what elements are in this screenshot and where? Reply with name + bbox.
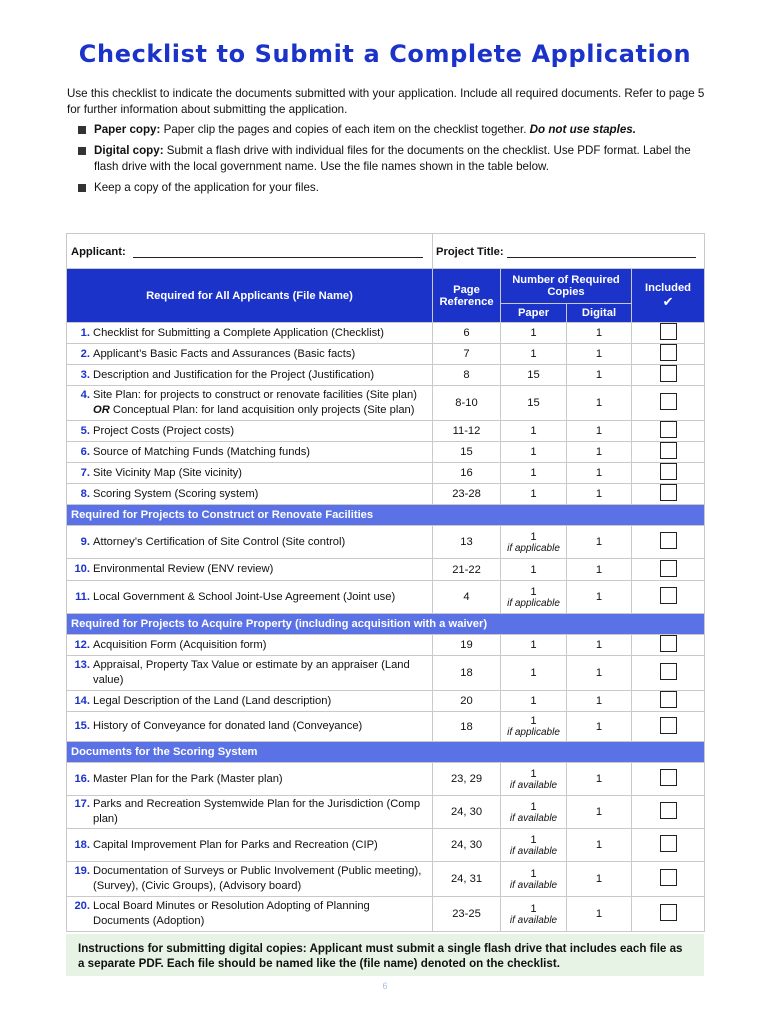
header-included-label: Included xyxy=(645,281,692,294)
page-reference: 18 xyxy=(433,712,501,742)
item-description xyxy=(67,691,433,712)
item-description xyxy=(67,442,433,463)
paper-copies xyxy=(501,656,567,691)
included-cell xyxy=(632,656,705,691)
included-cell xyxy=(632,691,705,712)
paper-copies xyxy=(501,897,567,932)
paper-copies xyxy=(501,635,567,656)
section-header: Required for Projects to Construct or Renovate Facilities xyxy=(67,505,705,526)
square-bullet-icon xyxy=(78,184,86,192)
paper-copies xyxy=(501,691,567,712)
table-row xyxy=(67,323,705,344)
table-row xyxy=(67,691,705,712)
digital-copies: 1 xyxy=(567,897,632,932)
paper-copy-label: Paper copy: xyxy=(94,123,161,136)
page-reference: 23-25 xyxy=(433,897,501,932)
item-number: 7. xyxy=(80,466,90,479)
paper-copies-value: 15 xyxy=(527,369,540,381)
digital-copies: 1 xyxy=(567,581,632,614)
paper-copies-note: if available xyxy=(509,879,558,891)
digital-copies: 1 xyxy=(567,712,632,742)
included-checkbox[interactable] xyxy=(660,484,677,501)
applicant-label: Applicant: xyxy=(71,245,126,258)
included-cell xyxy=(632,763,705,796)
page-reference: 18 xyxy=(433,656,501,691)
included-checkbox[interactable] xyxy=(660,365,677,382)
included-cell xyxy=(632,829,705,862)
page-title: Checklist to Submit a Complete Application xyxy=(78,40,692,68)
section-header: Required for Projects to Acquire Property (including acquisition with a waiver) xyxy=(67,614,705,635)
paper-copies-value: 1 xyxy=(530,348,537,360)
page-reference: 4 xyxy=(433,581,501,614)
item-text: Checklist for Submitting a Complete Application (Checklist) xyxy=(93,326,384,339)
applicant-input-line[interactable] xyxy=(133,245,423,258)
table-row xyxy=(67,796,705,829)
paper-copies-value: 1 xyxy=(530,767,537,780)
item-description xyxy=(67,796,433,829)
item-number: 17. xyxy=(74,798,90,810)
table-header-row xyxy=(67,269,705,304)
digital-instructions-note xyxy=(66,934,704,976)
note-label: Instructions for submitting digital copies: xyxy=(78,942,307,955)
digital-copies: 1 xyxy=(567,484,632,505)
item-number: 18. xyxy=(74,838,90,851)
table-row xyxy=(67,386,705,421)
item-description xyxy=(67,344,433,365)
paper-copies-note: if available xyxy=(509,812,558,824)
applicant-row xyxy=(67,234,705,269)
item-text: Local Government & School Joint-Use Agreement (Joint use) xyxy=(93,590,396,603)
digital-copies: 1 xyxy=(567,386,632,421)
digital-copy-label: Digital copy: xyxy=(94,144,164,157)
paper-copies xyxy=(501,559,567,581)
paper-copies-value: 1 xyxy=(530,563,537,576)
instructions-list xyxy=(78,122,706,201)
applicant-cell xyxy=(67,234,433,269)
paper-copies-value: 15 xyxy=(527,397,540,409)
table-row xyxy=(67,862,705,897)
digital-copies: 1 xyxy=(567,442,632,463)
item-description xyxy=(67,712,433,742)
paper-copies-value: 1 xyxy=(530,467,537,479)
paper-copies xyxy=(501,344,567,365)
project-title-label: Project Title: xyxy=(436,245,504,258)
header-copies: Number of Required Copies xyxy=(501,269,632,304)
included-cell xyxy=(632,386,705,421)
item-text: Parks and Recreation Systemwide Plan for the Jurisdiction (Comp plan) xyxy=(93,798,421,825)
paper-copies xyxy=(501,712,567,742)
paper-copies-value: 1 xyxy=(530,833,537,846)
table-row xyxy=(67,421,705,442)
item-number: 11. xyxy=(75,590,90,603)
table-row xyxy=(67,712,705,742)
included-checkbox[interactable] xyxy=(660,532,677,549)
item-description xyxy=(67,323,433,344)
table-row xyxy=(67,829,705,862)
paper-copies-note: if applicable xyxy=(507,727,560,738)
included-checkbox[interactable] xyxy=(660,463,677,480)
page-reference: 13 xyxy=(433,526,501,559)
item-text: Source of Matching Funds (Matching funds) xyxy=(93,445,311,458)
item-text: Local Board Minutes or Resolution Adopting of Planning Documents (Adoption) xyxy=(93,900,370,927)
note-text: Applicant must submit a single flash drive that includes each file as a separate PDF. Each file should be named like the (file name) denoted on the checklist. xyxy=(78,942,683,970)
item-description xyxy=(67,656,433,691)
digital-copies: 1 xyxy=(567,344,632,365)
item-text: Site Plan: for projects to construct or renovate facilities (Site plan) xyxy=(93,389,417,401)
item-text: Environmental Review (ENV review) xyxy=(93,563,274,575)
paper-copies xyxy=(501,526,567,559)
included-checkbox[interactable] xyxy=(660,663,677,680)
included-checkbox[interactable] xyxy=(660,560,677,577)
paper-copies-value: 1 xyxy=(530,530,537,543)
bullet-digital-copy xyxy=(78,143,706,175)
header-paper: Paper xyxy=(501,304,567,323)
keep-copy-text: Keep a copy of the application for your files. xyxy=(94,181,319,194)
item-number: 12. xyxy=(74,638,90,651)
item-text-continued: Conceptual Plan: for land acquisition only projects (Site plan) xyxy=(109,404,415,416)
checklist-table xyxy=(66,233,705,932)
project-title-cell xyxy=(433,234,705,269)
included-cell xyxy=(632,897,705,932)
item-number: 5. xyxy=(80,424,90,437)
item-description xyxy=(67,421,433,442)
page-reference: 20 xyxy=(433,691,501,712)
item-description xyxy=(67,484,433,505)
table-row xyxy=(67,763,705,796)
item-description xyxy=(67,365,433,386)
paper-copies xyxy=(501,581,567,614)
digital-copies: 1 xyxy=(567,559,632,581)
included-checkbox[interactable] xyxy=(660,344,677,361)
page-reference: 24, 30 xyxy=(433,829,501,862)
item-description xyxy=(67,526,433,559)
digital-copy-text: Submit a flash drive with individual files for the documents on the checklist. Use PDF format. Label the flash drive with the local government name. Use the file names shown in the table below. xyxy=(94,144,691,173)
section-header-row xyxy=(67,614,705,635)
section-header-row xyxy=(67,742,705,763)
digital-copies: 1 xyxy=(567,323,632,344)
item-text: Documentation of Surveys or Public Involvement (Public meeting), (Survey), (Civic Groups), (Advisory board) xyxy=(93,865,422,892)
included-cell xyxy=(632,323,705,344)
paper-copies-value: 1 xyxy=(530,327,537,339)
item-text: Legal Description of the Land (Land description) xyxy=(93,694,332,707)
included-checkbox[interactable] xyxy=(660,442,677,459)
paper-copy-emphasis: Do not use staples. xyxy=(529,123,636,136)
included-cell xyxy=(632,635,705,656)
item-number: 3. xyxy=(80,368,90,381)
project-title-input-line[interactable] xyxy=(507,245,696,258)
included-cell xyxy=(632,484,705,505)
page-reference: 23-28 xyxy=(433,484,501,505)
header-required: Required for All Applicants (File Name) xyxy=(67,269,433,323)
table-row xyxy=(67,656,705,691)
included-cell xyxy=(632,712,705,742)
item-description xyxy=(67,386,433,421)
item-text: Acquisition Form (Acquisition form) xyxy=(93,638,267,651)
paper-copies xyxy=(501,442,567,463)
item-description xyxy=(67,897,433,932)
paper-copies xyxy=(501,323,567,344)
included-checkbox[interactable] xyxy=(660,421,677,438)
digital-copies: 1 xyxy=(567,829,632,862)
included-checkbox[interactable] xyxy=(660,635,677,652)
item-description xyxy=(67,763,433,796)
page-reference: 7 xyxy=(433,344,501,365)
item-number: 14. xyxy=(74,694,90,707)
paper-copies-note: if applicable xyxy=(507,542,560,554)
paper-copies xyxy=(501,463,567,484)
included-checkbox[interactable] xyxy=(660,769,677,786)
item-description xyxy=(67,581,433,614)
digital-copies: 1 xyxy=(567,691,632,712)
item-number: 10. xyxy=(74,563,90,575)
digital-copies: 1 xyxy=(567,421,632,442)
page-reference: 21-22 xyxy=(433,559,501,581)
table-row xyxy=(67,559,705,581)
included-cell xyxy=(632,526,705,559)
header-digital: Digital xyxy=(567,304,632,323)
square-bullet-icon xyxy=(78,126,86,134)
square-bullet-icon xyxy=(78,147,86,155)
item-number: 4. xyxy=(80,389,90,401)
page-reference: 6 xyxy=(433,323,501,344)
included-cell xyxy=(632,862,705,897)
page-reference: 24, 31 xyxy=(433,862,501,897)
item-number: 15. xyxy=(74,720,90,732)
table-row xyxy=(67,365,705,386)
item-text: Scoring System (Scoring system) xyxy=(93,487,259,500)
included-cell xyxy=(632,442,705,463)
paper-copies-value: 1 xyxy=(530,800,537,813)
included-checkbox[interactable] xyxy=(660,587,677,604)
paper-copies xyxy=(501,829,567,862)
page-reference: 11-12 xyxy=(433,421,501,442)
paper-copy-text: Paper clip the pages and copies of each item on the checklist together. xyxy=(160,123,530,136)
item-description xyxy=(67,635,433,656)
digital-copies: 1 xyxy=(567,862,632,897)
table-row xyxy=(67,442,705,463)
table-row xyxy=(67,526,705,559)
digital-copies: 1 xyxy=(567,463,632,484)
paper-copies xyxy=(501,763,567,796)
paper-copies-value: 1 xyxy=(530,902,537,915)
section-header: Documents for the Scoring System xyxy=(67,742,705,763)
item-or: OR xyxy=(93,404,110,416)
paper-copies xyxy=(501,386,567,421)
page-reference: 8-10 xyxy=(433,386,501,421)
paper-copies-value: 1 xyxy=(530,715,537,727)
item-number: 13. xyxy=(74,659,90,671)
bullet-paper-copy xyxy=(78,122,706,138)
item-number: 6. xyxy=(80,445,90,458)
item-number: 1. xyxy=(80,326,90,339)
digital-copies: 1 xyxy=(567,365,632,386)
item-text: Capital Improvement Plan for Parks and Recreation (CIP) xyxy=(93,838,378,851)
paper-copies-value: 1 xyxy=(530,867,537,880)
paper-copies-value: 1 xyxy=(530,585,537,598)
included-cell xyxy=(632,559,705,581)
digital-copies: 1 xyxy=(567,635,632,656)
page-reference: 19 xyxy=(433,635,501,656)
paper-copies-value: 1 xyxy=(530,488,537,500)
item-text: Applicant’s Basic Facts and Assurances (Basic facts) xyxy=(93,347,356,360)
digital-copies: 1 xyxy=(567,656,632,691)
item-number: 8. xyxy=(80,487,90,500)
digital-copies: 1 xyxy=(567,796,632,829)
header-page-reference: Page Reference xyxy=(433,269,501,323)
item-description xyxy=(67,463,433,484)
included-checkbox[interactable] xyxy=(660,904,677,921)
header-included xyxy=(632,269,705,323)
table-row xyxy=(67,581,705,614)
intro-text: Use this checklist to indicate the documents submitted with your application. Include all required documents. Refer to page 5 for further information about submitting the application. xyxy=(67,87,705,116)
included-cell xyxy=(632,581,705,614)
paper-copies-note: if applicable xyxy=(507,597,560,609)
section-header-row xyxy=(67,505,705,526)
item-number: 19. xyxy=(74,865,90,877)
page-reference: 8 xyxy=(433,365,501,386)
included-checkbox[interactable] xyxy=(660,323,677,340)
included-checkbox[interactable] xyxy=(660,835,677,852)
item-text: Appraisal, Property Tax Value or estimate by an appraiser (Land value) xyxy=(93,659,410,686)
table-row xyxy=(67,897,705,932)
item-text: Site Vicinity Map (Site vicinity) xyxy=(93,466,243,479)
paper-copies-note: if available xyxy=(509,779,558,791)
paper-copies-value: 1 xyxy=(530,695,537,707)
page-number: 6 xyxy=(382,981,388,991)
page-reference: 15 xyxy=(433,442,501,463)
table-row xyxy=(67,635,705,656)
item-description xyxy=(67,559,433,581)
item-text: Attorney’s Certification of Site Control (Site control) xyxy=(93,535,346,548)
included-checkbox[interactable] xyxy=(660,869,677,886)
item-number: 20. xyxy=(74,900,90,912)
paper-copies-note: if available xyxy=(509,845,558,857)
checkmark-icon: ✔ xyxy=(662,293,674,309)
table-row xyxy=(67,484,705,505)
included-cell xyxy=(632,365,705,386)
paper-copies-value: 1 xyxy=(530,425,537,437)
table-row xyxy=(67,344,705,365)
included-cell xyxy=(632,796,705,829)
included-checkbox[interactable] xyxy=(660,393,677,410)
paper-copies-value: 1 xyxy=(530,446,537,458)
paper-copies xyxy=(501,796,567,829)
item-number: 16. xyxy=(74,772,90,785)
included-checkbox[interactable] xyxy=(660,691,677,708)
paper-copies xyxy=(501,484,567,505)
item-text: Description and Justification for the Project (Justification) xyxy=(93,368,375,381)
included-checkbox[interactable] xyxy=(660,717,677,734)
paper-copies xyxy=(501,862,567,897)
page-reference: 16 xyxy=(433,463,501,484)
item-text: Master Plan for the Park (Master plan) xyxy=(93,772,283,785)
bullet-keep-copy xyxy=(78,180,706,196)
paper-copies xyxy=(501,365,567,386)
included-cell xyxy=(632,421,705,442)
item-description xyxy=(67,829,433,862)
item-text: Project Costs (Project costs) xyxy=(93,424,235,437)
included-cell xyxy=(632,344,705,365)
page-reference: 24, 30 xyxy=(433,796,501,829)
digital-copies: 1 xyxy=(567,763,632,796)
item-number: 2. xyxy=(80,347,90,360)
included-cell xyxy=(632,463,705,484)
digital-copies: 1 xyxy=(567,526,632,559)
item-text: History of Conveyance for donated land (Conveyance) xyxy=(93,720,363,732)
paper-copies-value: 1 xyxy=(530,639,537,651)
paper-copies-value: 1 xyxy=(530,667,537,679)
included-checkbox[interactable] xyxy=(660,802,677,819)
paper-copies-note: if available xyxy=(509,914,558,926)
item-number: 9. xyxy=(80,535,90,548)
page-reference: 23, 29 xyxy=(433,763,501,796)
paper-copies xyxy=(501,421,567,442)
table-row xyxy=(67,463,705,484)
item-description xyxy=(67,862,433,897)
